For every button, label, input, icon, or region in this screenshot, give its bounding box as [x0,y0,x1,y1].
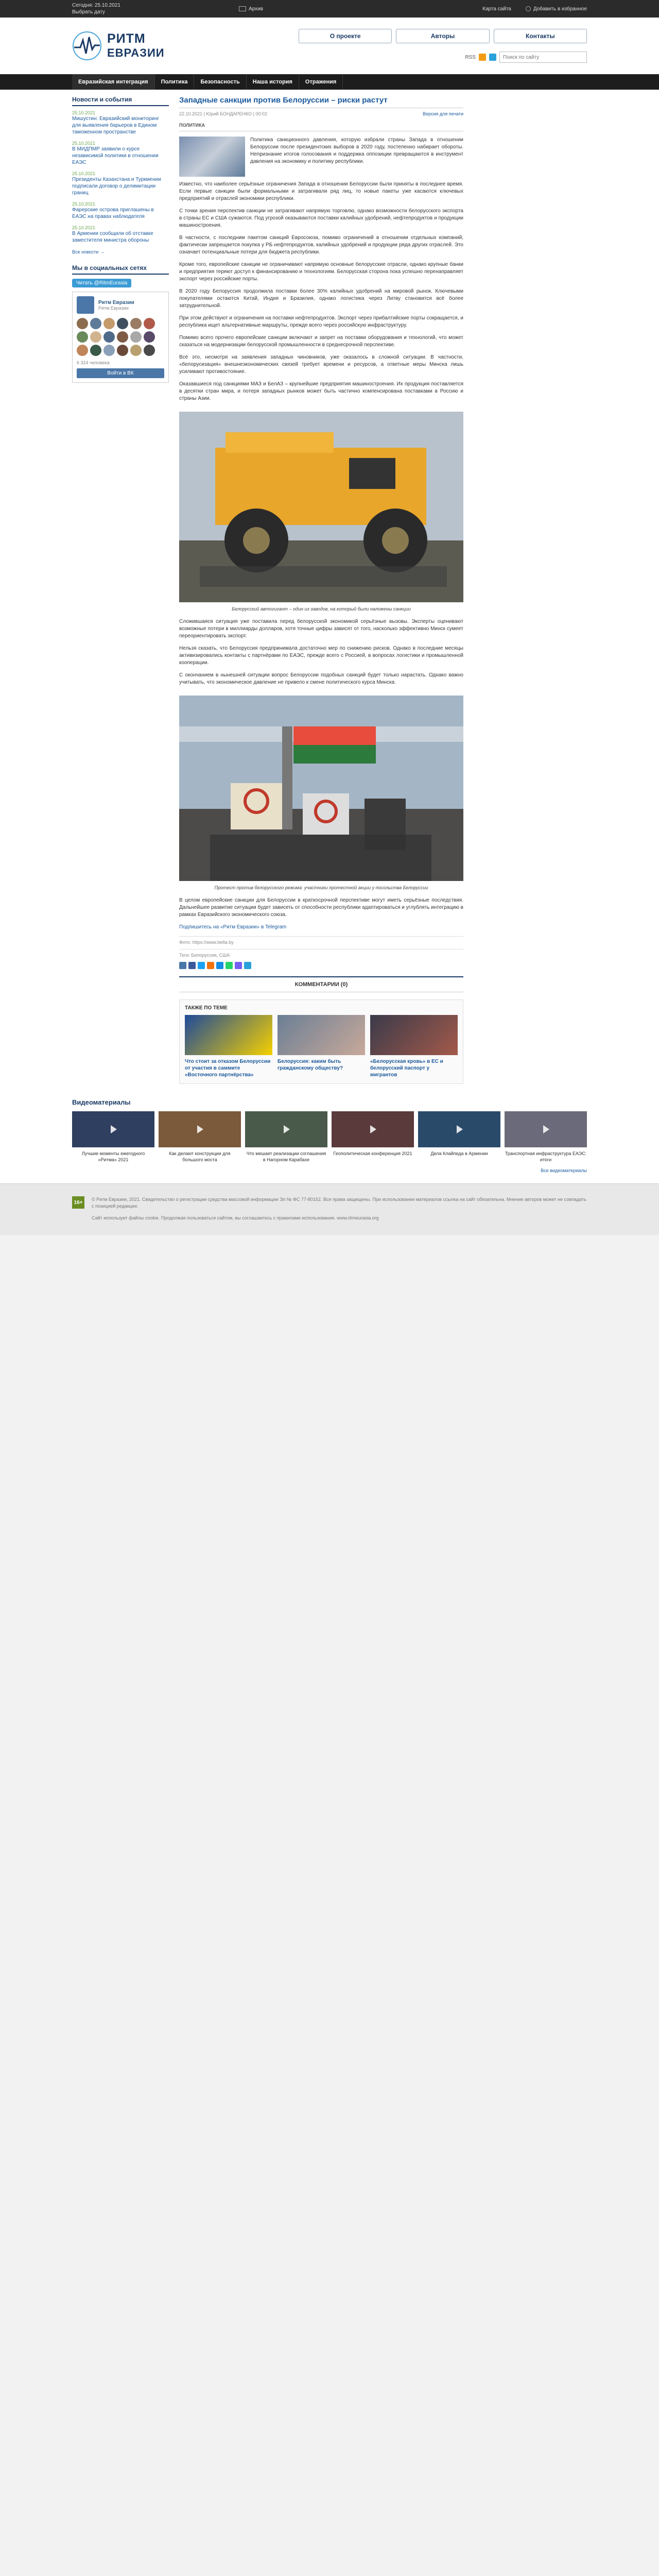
twitter-follow-button[interactable]: Читать @RitmEurasia [72,279,131,287]
share-buttons [179,962,463,969]
avatar[interactable] [90,331,101,343]
video-title[interactable]: Дела Клайпеда в Армении [430,1151,488,1156]
news-item[interactable] [72,110,169,135]
news-item[interactable] [72,201,169,220]
favorites-label: Добавить в избранное [533,6,587,12]
site-logo[interactable] [72,31,165,61]
video-thumbnail[interactable] [505,1111,587,1147]
paragraph: С точки зрения перспектив санкции не затрагивают напрямую торговлю, однако возможности белорусского экспорта в страны ЕС и США сужаются. Под угрозой оказываются поставки калийных удобрений, нефтепродуктов и продукции машиностроения. [179,208,463,228]
paragraph: Нельзя сказать, что Белоруссия предпринимала достаточно мер по снижению рисков. Однако в последние месяцы активизировались контакты с партнёрами по ЕАЭС, прежде всего с Россией, в вопросах логистики и промышленной кооперации. [179,646,463,666]
related-text[interactable]: «Белорусская кровь» в ЕС и белорусский паспорт у мигрантов [370,1059,443,1078]
video-item[interactable] [72,1111,154,1163]
related-text[interactable]: Белоруссия: каким быть гражданскому обществу? [278,1059,343,1071]
top-bar [0,0,659,18]
news-text[interactable]: В Армении сообщили об отставке заместителя министра обороны [72,231,153,243]
avatar[interactable] [144,345,155,356]
video-thumbnail[interactable] [418,1111,500,1147]
video-section-title: Видеоматериалы [72,1098,131,1106]
age-rating-badge: 16+ [72,1196,84,1209]
avatar[interactable] [117,318,128,329]
paragraph: Сложившаяся ситуация уже поставила перед белорусской экономикой серьёзные вызовы. Эксперты оценивают возможные потери в миллиарды долларов, хотя точные цифры зависят от того, насколько эффективно Минск сумеет переориентировать экспорт. [179,619,463,639]
video-section [0,1091,659,1183]
avatar[interactable] [144,318,155,329]
article-rubric[interactable]: ПОЛИТИКА [179,123,463,131]
avatar[interactable] [130,331,142,343]
video-title[interactable]: Геополитическая конференция 2021 [333,1151,412,1156]
vk-login-button[interactable]: Войти в ВК [77,368,164,378]
paragraph: В 2020 году Белоруссия продолжила поставки более 30% калийных удобрений на мировой рынок. Ключевыми покупателями остаются Китай, Индия и Бразилия, однако логистика через Литву становится всё более затруднительной. [179,289,463,309]
vk-widget [72,292,169,383]
social-section-title: Мы в социальных сетях [72,264,169,275]
avatar[interactable] [103,331,115,343]
sitemap-label: Карта сайта [482,6,511,12]
paragraph: Помимо всего прочего европейские санкции включают и запрет на поставки оборудования и технологий, что может сказаться на модернизации белорусской промышленности в среднесрочной перспективе. [179,335,463,348]
related-block [179,999,463,1084]
rss-icon[interactable] [479,54,486,61]
calendar-icon [239,6,246,11]
video-title[interactable]: Что мешает реализации соглашения в Нагорном Карабахе [246,1151,326,1162]
print-version-link[interactable]: Версия для печати [422,111,463,116]
article-lead [179,137,463,177]
authors-link[interactable]: Авторы [396,29,489,43]
video-title[interactable]: Транспортная инфраструктура ЕАЭС: итоги [505,1151,587,1162]
article-column [175,96,467,1091]
vk-group-sub: Ритм Евразии [98,305,129,311]
avatar[interactable] [77,331,88,343]
video-thumbnail[interactable] [72,1111,154,1147]
photo-caption: Белорусский автогигант – один из заводов, на который были наложены санкции [232,606,411,612]
news-date: 25.10.2021 [72,141,96,146]
video-title[interactable]: Как делают конструкции для большого моста [169,1151,231,1162]
paragraph: В частности, с последним пакетом санкций Евросоюза, помимо ограничений в отношении отдельных компаний, фактически запрещается покупка у РБ нефтепродуктов, калийных удобрений и продукции ряда других отраслей. Это означает потенциальные потери для бюджета республики. [179,235,463,255]
footer-cookie-text: Сайт использует файлы cookie. Продолжая пользоваться сайтом, вы соглашаетесь с правилами использования. www.ritmeurasia.org [92,1215,379,1221]
paragraph: Всё это, несмотря на заявления западных чиновников, уже оказалось в сложной ситуации. В частности, «белорусизация» внешнеэкономических связей требует времени и ресурсов, а ответные меры Минска лишь усиливают противостояние. [179,354,463,375]
nav-eurasian-integration[interactable]: Евразийская интеграция [72,74,155,90]
related-image[interactable] [185,1015,272,1055]
related-item[interactable] [185,1015,272,1078]
avatar[interactable] [77,345,88,356]
news-item[interactable] [72,141,169,166]
favorites-link[interactable] [526,6,587,12]
logo-line1: РИТМ [107,31,146,46]
lead-text: Политика санкционного давления, которую избрали страны Запада в отношении Белоруссии после президентских выборов в 2020 году, постепенно набирает обороты. Непризнание итогов голосования и поддержка оппозиции превращаются в инструмент давления на экономику и политику республики. [250,137,463,164]
video-thumbnail[interactable] [332,1111,414,1147]
right-column [467,96,587,1091]
main-nav [0,74,659,90]
paragraph: С окончанием в нынешней ситуации вопрос Белоруссии подобных санкций будет только нарастать. Однако важно учитывать, что экономическое давление не привело к смене политического курса Минска. [179,672,463,685]
ok-share-icon[interactable] [207,962,214,969]
paragraph: При этом действуют и ограничения на поставки нефтепродуктов. Экспорт через прибалтийские порты сокращается, и республика ищет альтернативные маршруты, прежде всего через российскую инфраструктуру. [179,315,463,328]
article-title: Западные санкции против Белоруссии – риски растут [179,96,463,108]
related-title: ТАКЖЕ ПО ТЕМЕ [185,1005,228,1011]
paragraph: Известно, что наиболее серьёзные ограничения Запада в отношении Белоруссии были приняты в последнее время. Если первые санкции были формальными и затрагивали ряд лиц, то новые пакеты уже касаются ключевых предприятий и отраслей экономики республики. [179,181,463,201]
avatar[interactable] [90,318,101,329]
twitter-share-icon[interactable] [198,962,205,969]
telegram-icon[interactable] [489,54,496,61]
site-footer [0,1183,659,1235]
vk-share-icon[interactable] [179,962,186,969]
about-link[interactable]: О проекте [299,29,392,43]
nav-security[interactable]: Безопасность [194,74,246,90]
vk-group-name[interactable]: Ритм Евразии [98,299,134,306]
avatar[interactable] [130,345,142,356]
news-text[interactable]: В МИДПМР заявили о курсе независимой политики в отношении ЕАЭС [72,146,159,165]
video-thumbnail[interactable] [245,1111,327,1147]
photo-caption: Протест против белорусского режима: участники протестной акции у посольства Белоруссии [214,885,428,890]
avatar[interactable] [144,331,155,343]
news-date: 25.10.2021 [72,225,96,230]
article-date-author: 22.10.2021 | Юрий БОНДАРЕНКО | 00:02 [179,111,267,116]
date-block [72,2,120,15]
article-tags[interactable]: Теги: Белоруссия, США [179,949,463,958]
avatar[interactable] [117,345,128,356]
contacts-link[interactable]: Контакты [494,29,587,43]
search-input[interactable] [499,52,587,63]
related-item[interactable] [370,1015,458,1078]
main-area [0,90,659,1091]
rss-link[interactable]: RSS [465,54,476,60]
nav-politics[interactable]: Политика [155,74,195,90]
nav-reflections[interactable]: Отражения [299,74,343,90]
archive-label: Архив [248,6,263,12]
avatar[interactable] [103,318,115,329]
news-item[interactable] [72,225,169,244]
video-item[interactable] [418,1111,500,1163]
sitemap-link[interactable] [482,6,511,12]
facebook-share-icon[interactable] [188,962,196,969]
video-thumbnail[interactable] [159,1111,241,1147]
logo-line2: ЕВРАЗИИ [107,46,165,59]
video-item[interactable] [245,1111,327,1163]
video-title[interactable]: Лучшие моменты ежегодного «Ритма» 2021 [81,1151,145,1162]
star-icon [526,6,531,11]
news-date: 25.10.2021 [72,171,96,176]
viber-share-icon[interactable] [235,962,242,969]
all-videos-link[interactable]: Все видеоматериалы [541,1168,587,1173]
paragraph: Оказавшиеся под санкциями МАЗ и БелАЗ – крупнейшие предприятия машиностроения. Их продукция поставляется в десятки стран мира, и потеря западных рынков может быть частично компенсирована поставками в Россию и страны Азии. [179,381,463,401]
avatar[interactable] [77,318,88,329]
related-text[interactable]: Что стоит за отказом Белоруссии от участия в саммите «Восточного партнёрства» [185,1059,271,1078]
comments-header[interactable]: КОММЕНТАРИИ (0) [179,976,463,992]
avatar[interactable] [117,331,128,343]
logo-pulse-icon [72,31,102,61]
related-image[interactable] [370,1015,458,1055]
related-image[interactable] [278,1015,365,1055]
news-date: 25.10.2021 [72,110,96,115]
article-meta [179,111,463,116]
vk-members [77,318,164,356]
vk-group-avatar[interactable] [77,296,94,314]
all-news-link[interactable]: Все новости → [72,249,105,255]
paragraph: В целом европейские санкции для Белоруссии в краткосрочной перспективе могут иметь серьёзные последствия. Дальнейшее развитие ситуации будет зависеть от способности республики адаптироваться и углублять интеграцию в рамках Евразийского экономического союза. [179,897,463,918]
site-header [0,18,659,74]
left-sidebar [72,96,175,1091]
avatar[interactable] [103,345,115,356]
whatsapp-share-icon[interactable] [226,962,233,969]
today-date: Сегодня: 25.10.2021 [72,3,120,8]
vk-member-count: 6 324 человека [77,360,110,365]
telegram-subscribe-link[interactable]: Подпишитесь на «Ритм Евразии» в Telegram [179,924,287,930]
video-item[interactable] [159,1111,241,1163]
footer-legal-text: © Ритм Евразии, 2021. Свидетельство о регистрации средства массовой информации Эл № ФС 77-80152. Все права защищены. При использовании материалов ссылка на сайт обязательна. Мнение авторов может не совпадать с позицией редакции. [92,1197,586,1209]
belaz-truck-photo [179,412,463,602]
archive-link[interactable] [239,6,263,12]
paragraph: Кроме того, европейские санкции не ограничивают напрямую основные белорусские отрасли, однако крупные банки и предприятия теряют доступ к финансированию и технологиям. Белорусская сторона пока успешно перенаправляет экспорт через российские порты. [179,262,463,282]
telegram-share-icon[interactable] [244,962,251,969]
related-item[interactable] [278,1015,365,1078]
lead-image [179,137,245,177]
news-section-title: Новости и события [72,96,169,106]
news-text[interactable]: Мишустин: Евразийский мониторинг для выявления барьеров в Едином таможенном пространстве [72,116,160,135]
video-item[interactable] [332,1111,414,1163]
protest-photo [179,696,463,881]
photo-source: Фото: https://www.belta.by [179,936,463,945]
mail-share-icon[interactable] [216,962,223,969]
choose-date-link[interactable]: Выбрать дату [72,9,105,15]
video-item[interactable] [505,1111,587,1163]
news-text[interactable]: Президенты Казахстана и Туркмении подписали договор о делимитации границ [72,177,161,196]
nav-our-history[interactable]: Наша история [247,74,299,90]
avatar[interactable] [130,318,142,329]
avatar[interactable] [90,345,101,356]
news-date: 25.10.2021 [72,201,96,207]
news-item[interactable] [72,171,169,196]
news-text[interactable]: Фарерские острова приглашены в ЕАЭС на правах наблюдателя [72,207,154,219]
